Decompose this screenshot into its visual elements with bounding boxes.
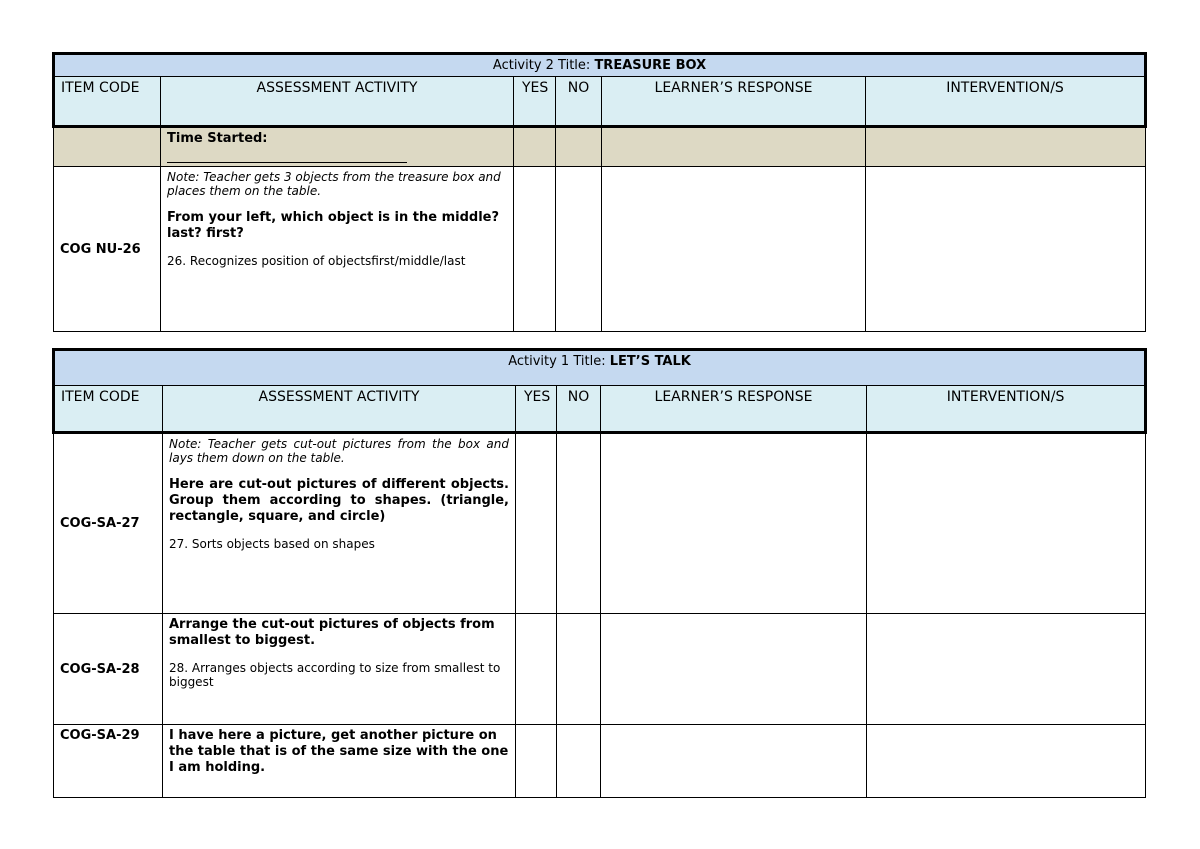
header-assessment-activity: ASSESSMENT ACTIVITY — [161, 77, 514, 127]
header-yes: YES — [516, 386, 557, 433]
assessment-cell — [163, 614, 516, 725]
header-interventions: INTERVENTION/S — [867, 386, 1146, 433]
competency-text: 28. Arranges objects according to size from smallest to biggest — [169, 661, 501, 689]
table-row — [54, 167, 1146, 332]
time-row-no-cell — [556, 127, 602, 167]
header-item-code: ITEM CODE — [54, 77, 161, 127]
activity-1-table — [52, 348, 1147, 798]
yes-cell[interactable] — [516, 433, 557, 614]
no-cell[interactable] — [557, 433, 601, 614]
activity-1-title-name: LET’S TALK — [609, 354, 691, 369]
assessment-cell — [163, 433, 516, 614]
item-code: COG-SA-27 — [54, 433, 163, 614]
competency-text: 27. Sorts objects based on shapes — [169, 537, 375, 551]
time-started-line — [167, 146, 407, 163]
assessment-cell — [163, 725, 516, 798]
time-row-intervention-cell — [866, 127, 1146, 167]
learners-response-cell[interactable] — [602, 167, 866, 332]
yes-cell[interactable] — [516, 614, 557, 725]
teacher-note: Note: Teacher gets 3 objects from the treasure box and places them on the table. — [167, 170, 501, 198]
time-started-label: Time Started: — [167, 131, 268, 146]
learners-response-cell[interactable] — [601, 725, 867, 798]
item-code: COG-SA-29 — [54, 725, 163, 798]
assessment-question: Arrange the cut-out pictures of objects from smallest to biggest. — [169, 617, 495, 648]
assessment-question: Here are cut-out pictures of different objects. Group them according to shapes. (triangle, rectangle, square, and circle) — [169, 477, 509, 524]
activity-2-title-name: TREASURE BOX — [594, 58, 707, 73]
yes-cell[interactable] — [516, 725, 557, 798]
item-code: COG NU-26 — [54, 167, 161, 332]
header-no: NO — [556, 77, 602, 127]
header-learners-response: LEARNER’S RESPONSE — [601, 386, 867, 433]
header-learners-response: LEARNER’S RESPONSE — [602, 77, 866, 127]
header-no: NO — [557, 386, 601, 433]
header-interventions: INTERVENTION/S — [866, 77, 1146, 127]
assessment-question: I have here a picture, get another picture on the table that is of the same size with the one I am holding. — [169, 728, 509, 775]
assessment-question: From your left, which object is in the middle? last? first? — [167, 210, 500, 241]
competency-text: 26. Recognizes position of objectsfirst/middle/last — [167, 254, 466, 268]
interventions-cell[interactable] — [867, 614, 1146, 725]
learners-response-cell[interactable] — [601, 614, 867, 725]
interventions-cell[interactable] — [867, 433, 1146, 614]
activity-2-table — [52, 52, 1147, 332]
interventions-cell[interactable] — [867, 725, 1146, 798]
activity-2-title — [54, 54, 1146, 77]
activity-2-title-prefix: Activity 2 Title: — [492, 58, 595, 73]
table-row — [54, 725, 1146, 798]
activity-1-title-prefix: Activity 1 Title: — [508, 354, 610, 369]
header-assessment-activity: ASSESSMENT ACTIVITY — [163, 386, 516, 433]
time-row-code-cell — [54, 127, 161, 167]
no-cell[interactable] — [556, 167, 602, 332]
activity-1-title — [54, 350, 1146, 386]
time-started-cell — [161, 127, 514, 167]
header-item-code: ITEM CODE — [54, 386, 163, 433]
teacher-note: Note: Teacher gets cut-out pictures from the box and lays them down on the table. — [169, 437, 509, 465]
no-cell[interactable] — [557, 725, 601, 798]
yes-cell[interactable] — [514, 167, 556, 332]
header-yes: YES — [514, 77, 556, 127]
learners-response-cell[interactable] — [601, 433, 867, 614]
table-row — [54, 614, 1146, 725]
table-row — [54, 433, 1146, 614]
assessment-cell — [161, 167, 514, 332]
time-row-yes-cell — [514, 127, 556, 167]
no-cell[interactable] — [557, 614, 601, 725]
item-code: COG-SA-28 — [54, 614, 163, 725]
interventions-cell[interactable] — [866, 167, 1146, 332]
time-row-response-cell — [602, 127, 866, 167]
